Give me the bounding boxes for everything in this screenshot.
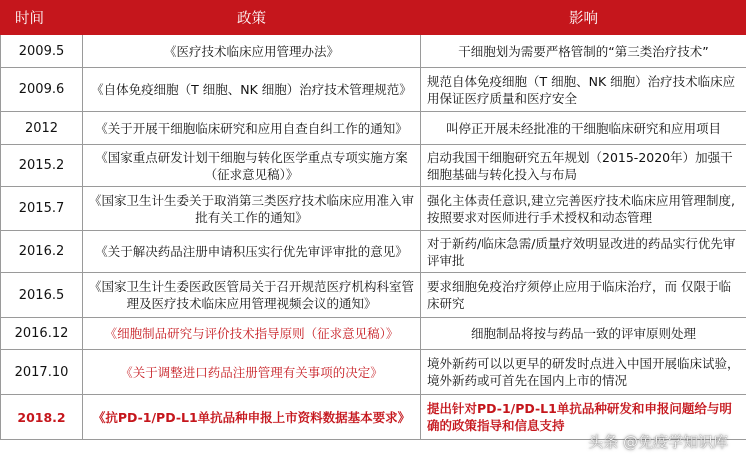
row-policy: 《抗PD-1/PD-L1单抗品种申报上市资料数据基本要求》 — [83, 395, 421, 440]
row-policy: 《国家卫生计生委医政医管局关于召开规范医疗机构科室管理及医疗技术临床应用管理视频会议的通知》 — [83, 273, 421, 318]
row-impact: 细胞制品将按与药品一致的评审原则处理 — [421, 318, 746, 350]
table-row — [1, 350, 746, 395]
row-year: 2012 — [1, 112, 83, 145]
row-year: 2015.2 — [1, 145, 83, 187]
table-header-row — [1, 1, 746, 35]
row-policy: 《关于调整进口药品注册管理有关事项的决定》 — [83, 350, 421, 395]
row-year: 2018.2 — [1, 395, 83, 440]
header-time: 时间 — [1, 1, 83, 35]
row-year: 2009.6 — [1, 68, 83, 112]
row-policy: 《关于解决药品注册申请积压实行优先审评审批的意见》 — [83, 231, 421, 273]
row-impact: 叫停正开展未经批准的干细胞临床研究和应用项目 — [421, 112, 746, 145]
row-year: 2016.12 — [1, 318, 83, 350]
row-impact: 对于新药/临床急需/质量疗效明显改进的药品实行优先审评审批 — [421, 231, 746, 273]
row-impact: 规范自体免疫细胞（T 细胞、NK 细胞）治疗技术临床应用保证医疗质量和医疗安全 — [421, 68, 746, 112]
row-impact: 要求细胞免疫治疗须停止应用于临床治疗，而 仅限于临床研究 — [421, 273, 746, 318]
table-row — [1, 318, 746, 350]
table-row — [1, 68, 746, 112]
row-impact: 启动我国干细胞研究五年规划（2015-2020年）加强干细胞基础与转化投入与布局 — [421, 145, 746, 187]
row-policy: 《关于开展干细胞临床研究和应用自查自纠工作的通知》 — [83, 112, 421, 145]
table-row — [1, 35, 746, 68]
row-policy: 《细胞制品研究与评价技术指导原则（征求意见稿）》 — [83, 318, 421, 350]
header-policy: 政策 — [83, 1, 421, 35]
row-year: 2017.10 — [1, 350, 83, 395]
row-year: 2009.5 — [1, 35, 83, 68]
row-policy: 《自体免疫细胞（T 细胞、NK 细胞）治疗技术管理规范》 — [83, 68, 421, 112]
row-year: 2015.7 — [1, 187, 83, 231]
table-row — [1, 145, 746, 187]
table-row — [1, 273, 746, 318]
row-policy: 《医疗技术临床应用管理办法》 — [83, 35, 421, 68]
row-policy: 《国家重点研发计划干细胞与转化医学重点专项实施方案（征求意见稿）》 — [83, 145, 421, 187]
row-impact: 境外新药可以以更早的研发时点进入中国开展临床试验，境外新药或可首先在国内上市的情况 — [421, 350, 746, 395]
table-row — [1, 112, 746, 145]
row-year: 2016.5 — [1, 273, 83, 318]
row-impact: 干细胞划为需要严格管制的“第三类治疗技术” — [421, 35, 746, 68]
header-impact: 影响 — [421, 1, 746, 35]
table-row — [1, 231, 746, 273]
row-year: 2016.2 — [1, 231, 83, 273]
row-impact: 强化主体责任意识,建立完善医疗技术临床应用管理制度,按照要求对医师进行手术授权和动态管理 — [421, 187, 746, 231]
watermark: 头条 @免疫学知识库 — [588, 433, 728, 451]
row-policy: 《国家卫生计生委关于取消第三类医疗技术临床应用准入审批有关工作的通知》 — [83, 187, 421, 231]
row-impact: 提出针对PD-1/PD-L1单抗品种研发和申报问题给与明确的政策指导和信息支持 — [421, 395, 746, 440]
table-row — [1, 187, 746, 231]
